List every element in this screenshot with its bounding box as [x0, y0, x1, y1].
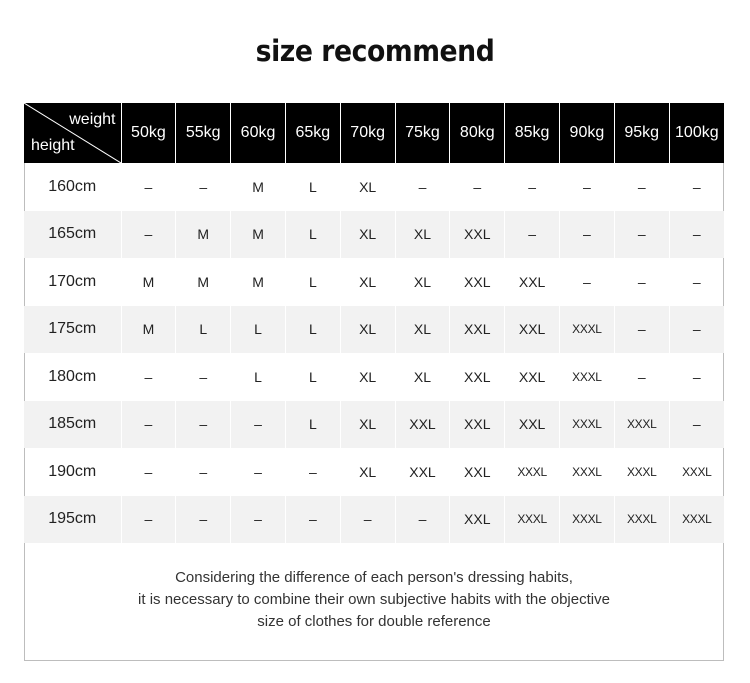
- size-cell: –: [614, 306, 669, 354]
- weight-header: 100kg: [669, 103, 724, 163]
- size-cell: XL: [340, 353, 395, 401]
- size-cell: M: [176, 258, 231, 306]
- size-cell: –: [231, 401, 286, 449]
- size-cell: –: [176, 448, 231, 496]
- size-cell: XXL: [505, 306, 560, 354]
- size-cell: –: [121, 163, 176, 211]
- size-cell: L: [285, 306, 340, 354]
- size-cell: M: [231, 211, 286, 259]
- table-row: [24, 211, 724, 259]
- size-cell: –: [176, 353, 231, 401]
- size-cell: M: [231, 258, 286, 306]
- size-cell: –: [669, 306, 724, 354]
- table-row: [24, 353, 724, 401]
- height-cell: 160cm: [48, 177, 97, 195]
- corner-header: [24, 103, 121, 163]
- size-table: [24, 103, 724, 543]
- weight-header: 50kg: [121, 103, 176, 163]
- note-line: Considering the difference of each person's dressing habits,: [175, 569, 573, 586]
- size-cell: –: [395, 496, 450, 544]
- size-cell: –: [285, 496, 340, 544]
- size-cell: L: [231, 353, 286, 401]
- size-cell: –: [614, 211, 669, 259]
- size-cell: –: [121, 353, 176, 401]
- height-cell: 170cm: [48, 272, 97, 290]
- height-cell: 175cm: [24, 306, 121, 354]
- size-cell: XXXL: [560, 306, 615, 354]
- size-cell: –: [121, 448, 176, 496]
- size-cell: XXXL: [560, 353, 615, 401]
- size-cell: XXL: [450, 211, 505, 259]
- size-cell: XL: [395, 353, 450, 401]
- weight-label: weight: [69, 111, 116, 128]
- size-cell: –: [669, 258, 724, 306]
- size-cell: L: [285, 401, 340, 449]
- size-cell: L: [285, 163, 340, 211]
- size-cell: XXXL: [505, 448, 560, 496]
- weight-header: 60kg: [231, 103, 286, 163]
- size-cell: M: [231, 163, 286, 211]
- size-cell: –: [176, 401, 231, 449]
- height-cell: 185cm: [24, 401, 121, 449]
- size-cell: –: [669, 211, 724, 259]
- size-cell: M: [176, 211, 231, 259]
- table-row: [24, 258, 724, 306]
- size-cell: –: [669, 401, 724, 449]
- size-cell: XXXL: [560, 448, 615, 496]
- size-cell: XL: [395, 211, 450, 259]
- size-cell: XXL: [450, 496, 505, 544]
- size-cell: XXL: [505, 258, 560, 306]
- size-cell: XXL: [395, 448, 450, 496]
- size-cell: –: [614, 163, 669, 211]
- size-cell: –: [121, 211, 176, 259]
- size-cell: XXXL: [614, 496, 669, 544]
- note-line: size of clothes for double reference: [257, 613, 491, 630]
- size-cell: –: [505, 163, 560, 211]
- size-cell: –: [560, 258, 615, 306]
- size-cell: XXXL: [669, 496, 724, 544]
- size-cell: XXL: [450, 258, 505, 306]
- size-cell: XXXL: [614, 401, 669, 449]
- size-cell: –: [450, 163, 505, 211]
- weight-header: 80kg: [450, 103, 505, 163]
- note-line: it is necessary to combine their own subjective habits with the objective: [138, 591, 610, 608]
- size-cell: –: [176, 163, 231, 211]
- table-row: [24, 448, 724, 496]
- size-cell: –: [121, 401, 176, 449]
- size-cell: –: [614, 258, 669, 306]
- size-cell: –: [395, 163, 450, 211]
- size-cell: L: [285, 353, 340, 401]
- height-cell: 180cm: [48, 367, 97, 385]
- table-row: [24, 496, 724, 544]
- size-cell: XXL: [395, 401, 450, 449]
- size-cell: –: [231, 448, 286, 496]
- height-cell: 195cm: [24, 496, 121, 544]
- size-cell: –: [121, 496, 176, 544]
- size-cell: M: [121, 258, 176, 306]
- size-cell: –: [669, 353, 724, 401]
- size-cell: XXL: [505, 353, 560, 401]
- height-cell: 165cm: [24, 211, 121, 259]
- height-cell: 190cm: [48, 462, 97, 480]
- size-cell: XL: [395, 306, 450, 354]
- reference-note: [24, 567, 724, 633]
- size-cell: L: [231, 306, 286, 354]
- size-cell: L: [285, 258, 340, 306]
- size-cell: XXXL: [614, 448, 669, 496]
- table-body: [24, 163, 724, 543]
- size-cell: L: [176, 306, 231, 354]
- size-cell: –: [614, 353, 669, 401]
- size-cell: –: [285, 448, 340, 496]
- weight-header: 85kg: [505, 103, 560, 163]
- weight-header: 90kg: [560, 103, 615, 163]
- size-cell: XL: [340, 163, 395, 211]
- size-cell: XXXL: [669, 448, 724, 496]
- table-row: [24, 163, 724, 211]
- size-cell: XXL: [450, 448, 505, 496]
- weight-header: 65kg: [285, 103, 340, 163]
- size-cell: XL: [340, 401, 395, 449]
- size-cell: M: [121, 306, 176, 354]
- size-cell: XXL: [450, 353, 505, 401]
- size-cell: L: [285, 211, 340, 259]
- size-cell: XL: [340, 306, 395, 354]
- size-cell: –: [669, 163, 724, 211]
- size-cell: XL: [395, 258, 450, 306]
- weight-header: 75kg: [395, 103, 450, 163]
- size-cell: XXXL: [560, 401, 615, 449]
- size-cell: –: [340, 496, 395, 544]
- weight-header: 95kg: [614, 103, 669, 163]
- size-cell: XXL: [450, 401, 505, 449]
- size-cell: XL: [340, 258, 395, 306]
- weight-header: 55kg: [176, 103, 231, 163]
- size-cell: –: [505, 211, 560, 259]
- size-cell: –: [560, 163, 615, 211]
- size-cell: XL: [340, 448, 395, 496]
- table-row: [24, 401, 724, 449]
- size-cell: XXXL: [505, 496, 560, 544]
- size-cell: XXL: [505, 401, 560, 449]
- size-cell: –: [176, 496, 231, 544]
- size-cell: XXL: [450, 306, 505, 354]
- size-cell: –: [560, 211, 615, 259]
- weight-header: 70kg: [340, 103, 395, 163]
- size-cell: XL: [340, 211, 395, 259]
- size-cell: –: [231, 496, 286, 544]
- table-row: [24, 306, 724, 354]
- height-label: height: [31, 137, 75, 154]
- header-row: [24, 103, 724, 163]
- page-title: size recommend: [255, 34, 495, 68]
- size-cell: XXXL: [560, 496, 615, 544]
